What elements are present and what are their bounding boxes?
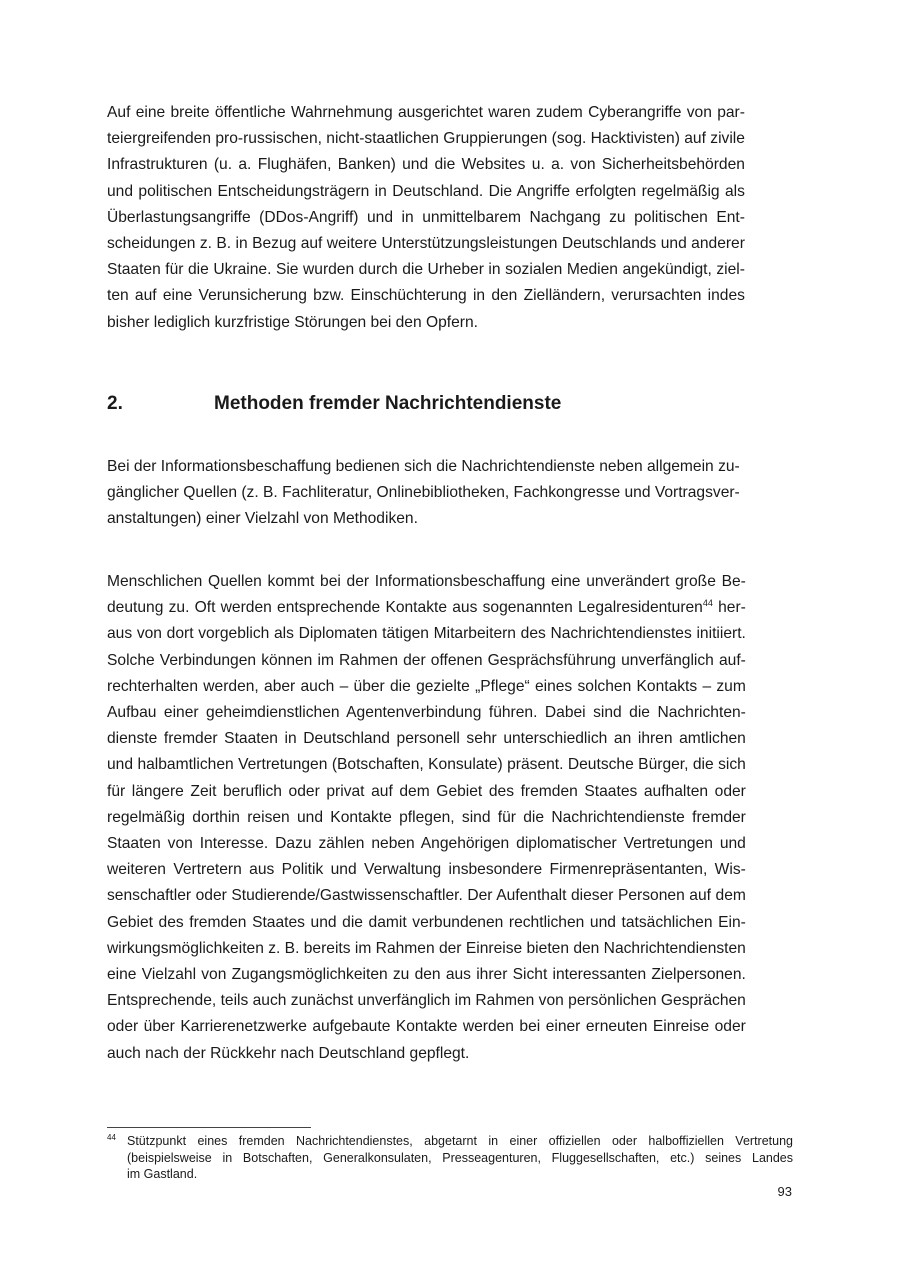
footnote-text <box>127 1133 793 1183</box>
paragraph-information-gathering <box>107 454 740 533</box>
text-line: regelmäßig dorthin reisen und Kontakte pflegen, sind für die Nachrichtendienste fremder <box>107 808 746 826</box>
text-line: oder über Karrierenetzwerke aufgebaute Kontakte werden bei einer erneuten Einreise oder <box>107 1018 746 1036</box>
text-line: Aufbau einer geheimdienstlichen Agentenverbindung führen. Dabei sind die Nachrichten- <box>107 704 746 722</box>
paragraph-human-sources <box>107 569 746 1067</box>
text-line: und halbamtlichen Vertretungen (Botschaften, Konsulate) präsent. Deutsche Bürger, die sich <box>107 756 746 774</box>
text-line: Staaten für die Ukraine. Sie wurden durch die Urheber in sozialen Medien angekündigt, ziel- <box>107 261 745 279</box>
text-line: gänglicher Quellen (z. B. Fachliteratur, Onlinebibliotheken, Fachkongresse und Vortragsver- <box>107 484 740 502</box>
text-line: bisher lediglich kurzfristige Störungen bei den Opfern. <box>107 313 478 331</box>
footnote-line: (beispielsweise in Botschaften, Generalkonsulaten, Presseagenturen, Fluggesellschaften, etc.) seines Landes <box>127 1150 793 1165</box>
text-line: Überlastungsangriffe (DDos-Angriff) und in unmittelbarem Nachgang zu politischen Ent- <box>107 208 745 226</box>
text-segment: her- <box>712 599 746 617</box>
footnote-line: Stützpunkt eines fremden Nachrichtendienstes, abgetarnt in einer offiziellen oder halboffiziellen Vertretung <box>127 1134 793 1148</box>
text-line: Staaten von Interesse. Dazu zählen neben Angehörigen diplomatischer Vertretungen und <box>107 835 746 853</box>
page-number: 93 <box>777 1184 792 1199</box>
section-title: Methoden fremder Nachrichtendienste <box>214 393 562 414</box>
section-heading <box>107 393 561 415</box>
footnote-reference[interactable]: 44 <box>702 598 713 609</box>
text-line: Auf eine breite öffentliche Wahrnehmung ausgerichtet waren zudem Cyberangriffe von par- <box>107 104 745 121</box>
footnote-line: im Gastland. <box>127 1167 198 1181</box>
text-line: dienste fremder Staaten in Deutschland personell sehr unterschiedlich an ihren amtlichen <box>107 730 746 748</box>
footnote-separator <box>107 1127 311 1128</box>
text-line: rechterhalten werden, aber auch – über die gezielte „Pflege“ eines solchen Kontakts – zum <box>107 677 746 695</box>
text-line: eine Vielzahl von Zugangsmöglichkeiten zu den aus ihrer Sicht interessanten Zielpersonen. <box>107 966 746 984</box>
text-line: und politischen Entscheidungsträgern in Deutschland. Die Angriffe erfolgten regelmäßig als <box>107 182 745 200</box>
text-line: Bei der Informationsbeschaffung bedienen sich die Nachrichtendienste neben allgemein zu- <box>107 458 740 475</box>
section-number: 2. <box>107 393 123 414</box>
text-line: für längere Zeit beruflich oder privat auf dem Gebiet des fremden Staates aufhalten oder <box>107 782 746 800</box>
text-line: Infrastrukturen (u. a. Flughäfen, Banken) und die Websites u. a. von Sicherheitsbehörden <box>107 156 745 174</box>
footnote <box>107 1133 793 1183</box>
paragraph-cyberattacks <box>107 100 745 336</box>
text-line: scheidungen z. B. in Bezug auf weitere Unterstützungsleistungen Deutschlands und anderer <box>107 235 745 253</box>
text-line: Entsprechende, teils auch zunächst unverfänglich im Rahmen von persönlichen Gesprächen <box>107 992 746 1010</box>
text-line: teiergreifenden pro-russischen, nicht-staatlichen Gruppierungen (sog. Hacktivisten) auf zivile <box>107 130 745 148</box>
footnote-marker: 44 <box>107 1133 116 1142</box>
text-line: senschaftler oder Studierende/Gastwissenschaftler. Der Aufenthalt dieser Personen auf dem <box>107 887 746 905</box>
text-line: ten auf eine Verunsicherung bzw. Einschüchterung in den Zielländern, verursachten indes <box>107 287 745 305</box>
text-line <box>107 595 746 621</box>
text-line: auch nach der Rückkehr nach Deutschland gepflegt. <box>107 1044 470 1062</box>
text-line: anstaltungen) einer Vielzahl von Methodiken. <box>107 510 418 528</box>
text-line: aus von dort vorgeblich als Diplomaten tätigen Mitarbeitern des Nachrichtendienstes initiiert. <box>107 625 746 643</box>
text-segment: deutung zu. Oft werden entsprechende Kontakte aus sogenannten Legalresidenturen <box>107 599 703 617</box>
text-line: Menschlichen Quellen kommt bei der Informationsbeschaffung eine unverändert große Be- <box>107 573 746 590</box>
text-line: weiteren Vertretern aus Politik und Verwaltung insbesondere Firmenrepräsentanten, Wis- <box>107 861 746 879</box>
text-line: Solche Verbindungen können im Rahmen der offenen Gesprächsführung unverfänglich auf- <box>107 651 746 669</box>
text-line: Gebiet des fremden Staates und die damit verbundenen rechtlichen und tatsächlichen Ein- <box>107 913 746 931</box>
text-line: wirkungsmöglichkeiten z. B. bereits im Rahmen der Einreise bieten den Nachrichtendiensten <box>107 939 746 957</box>
